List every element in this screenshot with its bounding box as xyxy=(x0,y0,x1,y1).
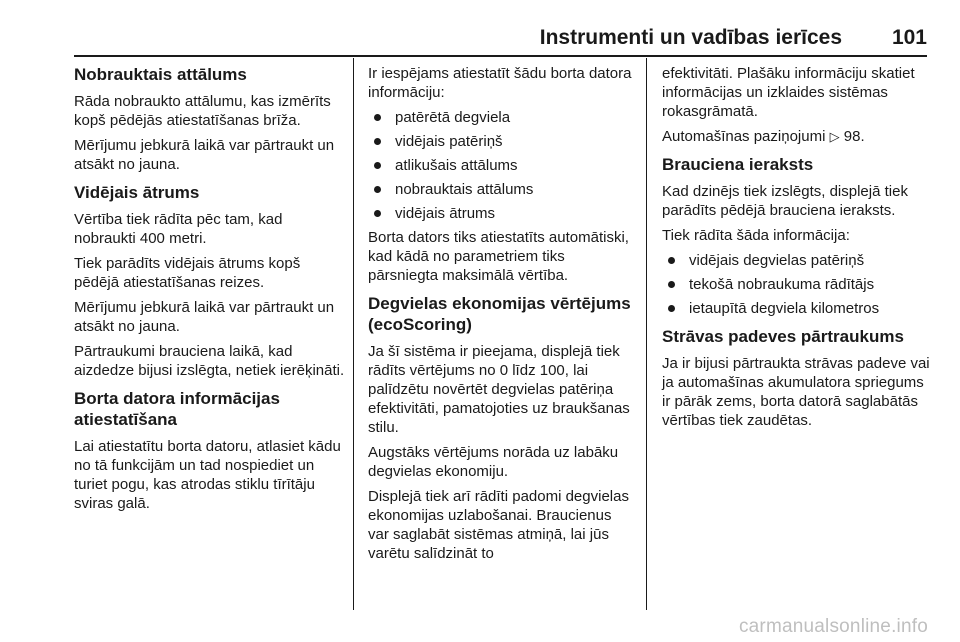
paragraph: Lai atiestatītu borta datoru, atlasiet kādu no tā funkcijām un tad nospiediet un turiet pogu, kas atrodas stiklu tīrītāju sviras galā. xyxy=(74,438,341,512)
column-divider-2 xyxy=(646,58,647,610)
header-title: Instrumenti un vadības ierīces xyxy=(539,26,842,49)
bullet-icon xyxy=(374,210,381,217)
paragraph: Borta dators tiks atiestatīts automātiski, kad kādā no parametriem tiks pārsniegta maksimālā vērtība. xyxy=(368,229,629,284)
page-reference[interactable]: 98. xyxy=(843,128,865,145)
paragraph: Pārtraukumi brauciena laikā, kad aizdedze bijusi izslēgta, netiek ierēķināti. xyxy=(74,343,345,379)
heading-trip-distance: Nobrauktais attālums xyxy=(74,65,247,84)
list-item: atlikušais attālums xyxy=(368,156,636,175)
paragraph-with-reference: Automašīnas paziņojumi ▷ 98. xyxy=(662,128,865,145)
list-item: nobrauktais attālums xyxy=(368,180,636,199)
heading-power-interruption: Strāvas padeves pārtraukums xyxy=(662,327,904,346)
trip-record-list xyxy=(662,251,930,318)
heading-trip-record: Brauciena ieraksts xyxy=(662,155,814,174)
bullet-icon xyxy=(374,162,381,169)
bullet-icon xyxy=(374,138,381,145)
list-item: vidējais patēriņš xyxy=(368,132,636,151)
paragraph: Tiek rādīta šāda informācija: xyxy=(662,227,850,244)
reset-items-list xyxy=(368,108,636,223)
paragraph: Ja šī sistēma ir pieejama, displejā tiek rādīts vērtējums no 0 līdz 100, lai palīdzētu novērtēt degvielas patēriņa efektivitāti, pamatojoties uz braukšanas stilu. xyxy=(368,343,630,436)
paragraph: Mērījumu jebkurā laikā var pārtraukt un atsākt no jauna. xyxy=(74,137,335,173)
bullet-icon xyxy=(668,257,675,264)
bullet-icon xyxy=(374,186,381,193)
paragraph: Rāda nobraukto attālumu, kas izmērīts kopš pēdējās atiestatīšanas brīža. xyxy=(74,93,331,129)
paragraph: Tiek parādīts vidējais ātrums kopš pēdējā atiestatīšanas reizes. xyxy=(74,255,301,291)
list-item: ietaupītā degviela kilometros xyxy=(662,299,930,318)
column-1 xyxy=(74,64,346,519)
list-item: vidējais ātrums xyxy=(368,204,636,223)
paragraph: Augstāks vērtējums norāda uz labāku degvielas ekonomiju. xyxy=(368,444,619,480)
paragraph: Mērījumu jebkurā laikā var pārtraukt un atsākt no jauna. xyxy=(74,299,335,335)
page-reference-arrow-icon: ▷ xyxy=(829,129,840,144)
paragraph: Kad dzinējs tiek izslēgts, displejā tiek parādīts pēdējā brauciena ieraksts. xyxy=(662,183,908,219)
page-header xyxy=(74,24,927,58)
bullet-icon xyxy=(374,114,381,121)
paragraph: Ja ir bijusi pārtraukta strāvas padeve vai ja automašīnas akumulatora spriegums ir pārāk zems, borta datorā saglabātās vērtības tiek zaudētas. xyxy=(662,355,930,429)
paragraph: Ir iespējams atiestatīt šādu borta datora informāciju: xyxy=(368,65,632,101)
column-divider-1 xyxy=(353,58,354,610)
bullet-icon xyxy=(668,281,675,288)
column-2 xyxy=(368,64,636,569)
header-rule xyxy=(74,55,927,57)
heading-eco-scoring: Degvielas ekonomijas vērtējums (ecoScoring) xyxy=(368,294,631,334)
paragraph: Vērtība tiek rādīta pēc tam, kad nobraukti 400 metri. xyxy=(74,211,283,247)
list-item: patērētā degviela xyxy=(368,108,636,127)
bullet-icon xyxy=(668,305,675,312)
column-3 xyxy=(662,64,930,436)
heading-reset: Borta datora informācijas atiestatīšana xyxy=(74,389,280,429)
paragraph: Displejā tiek arī rādīti padomi degvielas ekonomijas uzlabošanai. Braucienus var saglabāt sistēmas atmiņā, lai jūs varētu salīdzināt to xyxy=(368,488,629,562)
paragraph: efektivitāti. Plašāku informāciju skatiet informācijas un izklaides sistēmas rokasgrāmatā. xyxy=(662,65,915,120)
page-number: 101 xyxy=(891,26,927,49)
list-item: vidējais degvielas patēriņš xyxy=(662,251,930,270)
watermark: carmanualsonline.info xyxy=(738,616,928,637)
list-item: tekošā nobraukuma rādītājs xyxy=(662,275,930,294)
heading-average-speed: Vidējais ātrums xyxy=(74,183,200,202)
